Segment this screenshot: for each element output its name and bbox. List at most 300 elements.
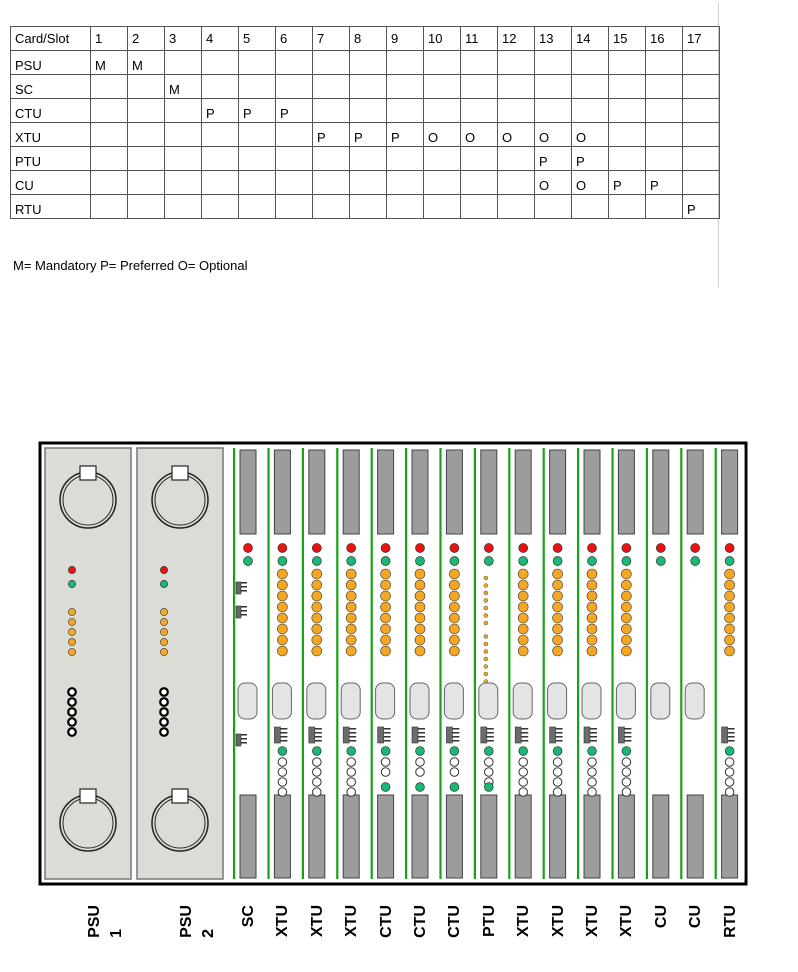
card-port-pin bbox=[349, 728, 356, 730]
slot-cell bbox=[202, 147, 239, 171]
card-led-white bbox=[313, 758, 322, 767]
card-led-amber bbox=[553, 646, 563, 656]
slot-cell: O bbox=[498, 123, 535, 147]
card-led-white bbox=[588, 788, 597, 797]
slot-cell bbox=[683, 123, 720, 147]
card-led-amber bbox=[346, 580, 356, 590]
card-label: CU bbox=[653, 905, 670, 929]
slot-cell bbox=[313, 147, 350, 171]
card-led-green bbox=[416, 557, 425, 566]
card-led-amber bbox=[518, 591, 528, 601]
card-handle bbox=[341, 683, 360, 719]
card-led-amber-small bbox=[484, 606, 488, 610]
slot-number-cell: 16 bbox=[646, 27, 683, 51]
card-rail bbox=[267, 448, 269, 879]
card-top-block bbox=[481, 450, 497, 534]
card-led-white bbox=[381, 758, 390, 767]
card-led-red bbox=[381, 544, 390, 553]
card-led-amber bbox=[621, 591, 631, 601]
slot-cell bbox=[683, 99, 720, 123]
slot-cell: M bbox=[165, 75, 202, 99]
card-led-green bbox=[622, 747, 631, 756]
card-led-amber bbox=[346, 591, 356, 601]
card-led-white bbox=[278, 768, 287, 777]
slot-cell bbox=[646, 99, 683, 123]
card-led-amber bbox=[553, 569, 563, 579]
table-header-row bbox=[11, 27, 720, 51]
card-led-amber bbox=[312, 580, 322, 590]
card-port-pin bbox=[556, 728, 563, 730]
card-label: SC bbox=[240, 905, 257, 928]
card-led-amber bbox=[621, 624, 631, 634]
card-led-amber bbox=[415, 580, 425, 590]
card-port bbox=[236, 734, 241, 746]
card-led-amber-small bbox=[484, 665, 488, 669]
slot-number-cell: 15 bbox=[609, 27, 646, 51]
slot-cell bbox=[239, 75, 276, 99]
slot-cell: P bbox=[239, 99, 276, 123]
card-led-red bbox=[450, 544, 459, 553]
card-led-amber bbox=[415, 613, 425, 623]
card-led-amber bbox=[449, 624, 459, 634]
slot-cell bbox=[91, 147, 128, 171]
card-led-green bbox=[416, 747, 425, 756]
slot-cell bbox=[387, 195, 424, 219]
card-led-white bbox=[450, 758, 459, 767]
card-led-red bbox=[416, 544, 425, 553]
slot-cell bbox=[683, 75, 720, 99]
card-led-amber-small bbox=[484, 642, 488, 646]
card-rail bbox=[336, 448, 338, 879]
card-led-amber bbox=[381, 613, 391, 623]
card-top-block bbox=[446, 450, 462, 534]
card-led-amber bbox=[553, 635, 563, 645]
card-bottom-block bbox=[618, 795, 634, 878]
card-led-white bbox=[313, 788, 322, 797]
card-bottom-block bbox=[446, 795, 462, 878]
card-bottom-block bbox=[378, 795, 394, 878]
card-type-cell: CU bbox=[11, 171, 91, 195]
card-led-green bbox=[484, 783, 493, 792]
card-led-amber bbox=[277, 602, 287, 612]
card-led-green bbox=[656, 557, 665, 566]
card-port-pin bbox=[280, 736, 287, 738]
slot-cell bbox=[313, 51, 350, 75]
slot-number-cell: 13 bbox=[535, 27, 572, 51]
table-row bbox=[11, 99, 720, 123]
card-led-amber bbox=[518, 580, 528, 590]
slot-cell: O bbox=[535, 171, 572, 195]
card-led-green bbox=[553, 557, 562, 566]
card-led-green bbox=[244, 557, 253, 566]
psu-led-amber bbox=[68, 628, 75, 635]
card-top-block bbox=[722, 450, 738, 534]
card-label: PSU 2 bbox=[178, 905, 217, 938]
slot-cell bbox=[387, 99, 424, 123]
card-port-pin bbox=[452, 740, 459, 742]
card-led-amber bbox=[415, 569, 425, 579]
card-led-white bbox=[450, 768, 459, 777]
card-label: PTU bbox=[481, 905, 498, 937]
card-port-pin bbox=[241, 742, 247, 744]
card-led-amber bbox=[725, 569, 735, 579]
card-rail bbox=[233, 448, 235, 879]
card-port bbox=[515, 727, 521, 743]
card-led-green bbox=[381, 557, 390, 566]
psu-connector-ring bbox=[68, 698, 76, 706]
card-led-amber bbox=[449, 602, 459, 612]
card-led-white bbox=[278, 788, 287, 797]
slot-cell bbox=[498, 75, 535, 99]
card-rail bbox=[543, 448, 545, 879]
slot-cell bbox=[572, 75, 609, 99]
card-port-pin bbox=[521, 732, 528, 734]
card-led-amber bbox=[415, 635, 425, 645]
card-type-cell: CTU bbox=[11, 99, 91, 123]
card-port bbox=[446, 727, 452, 743]
card-led-amber bbox=[449, 569, 459, 579]
card-port bbox=[236, 582, 241, 594]
slot-cell bbox=[572, 99, 609, 123]
card-led-amber bbox=[381, 569, 391, 579]
card-led-green bbox=[278, 747, 287, 756]
card-led-white bbox=[553, 768, 562, 777]
card-led-green bbox=[622, 557, 631, 566]
card-led-red bbox=[553, 544, 562, 553]
card-handle bbox=[238, 683, 257, 719]
slot-cell bbox=[646, 123, 683, 147]
card-led-amber bbox=[312, 646, 322, 656]
card-port-pin bbox=[487, 740, 494, 742]
card-led-amber-small bbox=[484, 591, 488, 595]
card-bottom-block bbox=[584, 795, 600, 878]
card-label: RTU bbox=[722, 905, 739, 938]
slot-cell: O bbox=[461, 123, 498, 147]
card-label: XTU bbox=[618, 905, 635, 937]
table-row bbox=[11, 195, 720, 219]
card-led-green bbox=[725, 557, 734, 566]
card-led-amber bbox=[312, 591, 322, 601]
card-top-block bbox=[274, 450, 290, 534]
card-port bbox=[236, 606, 241, 618]
slot-number-cell: 17 bbox=[683, 27, 720, 51]
card-led-amber bbox=[381, 591, 391, 601]
card-led-amber bbox=[381, 635, 391, 645]
card-led-amber bbox=[312, 635, 322, 645]
slot-cell bbox=[424, 99, 461, 123]
card-label: XTU bbox=[309, 905, 326, 937]
slot-number-cell: 10 bbox=[424, 27, 461, 51]
card-led-white bbox=[485, 758, 494, 767]
card-led-amber bbox=[346, 635, 356, 645]
card-led-amber bbox=[449, 635, 459, 645]
card-led-white bbox=[588, 758, 597, 767]
card-led-amber bbox=[277, 569, 287, 579]
slot-cell bbox=[424, 195, 461, 219]
slot-cell bbox=[165, 123, 202, 147]
slot-cell bbox=[276, 147, 313, 171]
slot-cell bbox=[128, 171, 165, 195]
slot-cell bbox=[461, 99, 498, 123]
slot-cell bbox=[128, 99, 165, 123]
slot-number-cell: 7 bbox=[313, 27, 350, 51]
psu-connector-ring bbox=[160, 708, 168, 716]
card-label: XTU bbox=[515, 905, 532, 937]
card-led-amber bbox=[587, 591, 597, 601]
card-led-amber-small bbox=[484, 672, 488, 676]
slot-cell bbox=[165, 171, 202, 195]
slot-cell bbox=[609, 99, 646, 123]
slot-cell bbox=[239, 51, 276, 75]
card-led-green bbox=[416, 783, 425, 792]
card-port bbox=[343, 727, 349, 743]
card-led-amber bbox=[518, 624, 528, 634]
card-type-cell: RTU bbox=[11, 195, 91, 219]
card-led-amber bbox=[518, 602, 528, 612]
card-led-amber bbox=[621, 580, 631, 590]
card-led-amber bbox=[621, 635, 631, 645]
card-led-amber bbox=[587, 602, 597, 612]
card-led-green bbox=[484, 747, 493, 756]
card-led-amber bbox=[621, 602, 631, 612]
table-row bbox=[11, 51, 720, 75]
card-port-pin bbox=[280, 728, 287, 730]
slot-cell bbox=[91, 171, 128, 195]
table-corner-cell: Card/Slot bbox=[11, 27, 91, 51]
card-port-pin bbox=[418, 728, 425, 730]
psu-connector-ring bbox=[68, 718, 76, 726]
slot-cell bbox=[609, 51, 646, 75]
slot-cell bbox=[350, 171, 387, 195]
psu-led-amber bbox=[68, 618, 75, 625]
slot-cell bbox=[461, 51, 498, 75]
card-led-amber bbox=[587, 580, 597, 590]
card-port-pin bbox=[624, 732, 631, 734]
slot-cell bbox=[313, 99, 350, 123]
slot-cell bbox=[387, 51, 424, 75]
card-port bbox=[378, 727, 384, 743]
card-port-pin bbox=[241, 582, 247, 584]
slot-cell bbox=[572, 51, 609, 75]
slot-cell: P bbox=[202, 99, 239, 123]
card-led-green bbox=[588, 747, 597, 756]
card-port-pin bbox=[241, 614, 247, 616]
card-led-green bbox=[347, 557, 356, 566]
card-led-amber bbox=[346, 624, 356, 634]
card-top-block bbox=[240, 450, 256, 534]
card-top-block bbox=[515, 450, 531, 534]
card-port-pin bbox=[280, 732, 287, 734]
slot-cell bbox=[350, 51, 387, 75]
card-handle bbox=[272, 683, 291, 719]
card-led-white bbox=[313, 778, 322, 787]
slot-cell: O bbox=[572, 123, 609, 147]
card-port-pin bbox=[384, 740, 391, 742]
slot-cell bbox=[498, 99, 535, 123]
card-port-pin bbox=[241, 606, 247, 608]
card-led-amber bbox=[725, 591, 735, 601]
card-led-white bbox=[588, 778, 597, 787]
card-port-pin bbox=[487, 732, 494, 734]
slot-number-cell: 12 bbox=[498, 27, 535, 51]
card-led-green bbox=[381, 747, 390, 756]
slot-number-cell: 1 bbox=[91, 27, 128, 51]
slot-cell bbox=[91, 123, 128, 147]
psu-latch bbox=[80, 466, 96, 480]
slot-cell: P bbox=[350, 123, 387, 147]
table-row bbox=[11, 123, 720, 147]
psu-led-amber bbox=[160, 618, 167, 625]
slot-cell bbox=[165, 195, 202, 219]
card-led-green bbox=[725, 747, 734, 756]
card-led-red bbox=[519, 544, 528, 553]
slot-cell: M bbox=[128, 51, 165, 75]
card-led-amber-small bbox=[484, 614, 488, 618]
psu-connector-ring bbox=[160, 698, 168, 706]
card-led-amber bbox=[277, 591, 287, 601]
slot-cell bbox=[239, 123, 276, 147]
card-led-green bbox=[450, 783, 459, 792]
card-led-green bbox=[450, 557, 459, 566]
card-bottom-block bbox=[274, 795, 290, 878]
card-led-white bbox=[725, 768, 734, 777]
card-port bbox=[584, 727, 590, 743]
card-port-pin bbox=[590, 732, 597, 734]
slot-cell bbox=[461, 75, 498, 99]
card-port-pin bbox=[241, 590, 247, 592]
card-led-amber bbox=[415, 591, 425, 601]
card-led-amber-small bbox=[484, 584, 488, 588]
psu-connector-ring bbox=[68, 728, 76, 736]
card-rail bbox=[611, 448, 613, 879]
card-led-amber bbox=[381, 646, 391, 656]
card-led-amber bbox=[312, 602, 322, 612]
card-bottom-block bbox=[515, 795, 531, 878]
psu-led-amber bbox=[160, 628, 167, 635]
card-led-amber bbox=[415, 624, 425, 634]
card-port bbox=[722, 727, 728, 743]
card-led-red bbox=[244, 544, 253, 553]
card-bottom-block bbox=[343, 795, 359, 878]
card-led-white bbox=[313, 768, 322, 777]
slot-cell bbox=[646, 51, 683, 75]
card-led-white bbox=[622, 768, 631, 777]
card-led-amber-small bbox=[484, 657, 488, 661]
card-led-amber bbox=[621, 646, 631, 656]
slot-cell bbox=[646, 75, 683, 99]
card-bottom-block bbox=[481, 795, 497, 878]
card-top-block bbox=[412, 450, 428, 534]
slot-cell bbox=[202, 171, 239, 195]
card-port-pin bbox=[384, 736, 391, 738]
card-port-pin bbox=[280, 740, 287, 742]
card-led-green bbox=[519, 557, 528, 566]
card-port-pin bbox=[624, 740, 631, 742]
psu-led-amber bbox=[160, 608, 167, 615]
psu-led-amber bbox=[68, 608, 75, 615]
slot-cell bbox=[165, 51, 202, 75]
card-led-white bbox=[347, 758, 356, 767]
card-led-amber bbox=[725, 635, 735, 645]
card-led-amber-small bbox=[484, 635, 488, 639]
card-led-amber bbox=[621, 569, 631, 579]
card-top-block bbox=[584, 450, 600, 534]
card-led-amber bbox=[415, 646, 425, 656]
card-led-green bbox=[691, 557, 700, 566]
card-port-pin bbox=[384, 732, 391, 734]
slot-cell bbox=[128, 75, 165, 99]
slot-cell bbox=[535, 75, 572, 99]
card-handle bbox=[307, 683, 326, 719]
card-rail bbox=[577, 448, 579, 879]
card-led-green bbox=[450, 747, 459, 756]
card-led-amber bbox=[277, 635, 287, 645]
card-led-white bbox=[519, 778, 528, 787]
slot-number-cell: 6 bbox=[276, 27, 313, 51]
card-led-amber bbox=[725, 613, 735, 623]
card-led-amber bbox=[381, 580, 391, 590]
card-port-pin bbox=[728, 728, 735, 730]
card-rail bbox=[439, 448, 441, 879]
card-port-pin bbox=[315, 736, 322, 738]
slot-cell bbox=[609, 123, 646, 147]
card-top-block bbox=[550, 450, 566, 534]
psu-led-amber bbox=[68, 648, 75, 655]
slot-cell bbox=[387, 75, 424, 99]
slot-cell bbox=[350, 147, 387, 171]
card-led-amber bbox=[312, 624, 322, 634]
card-type-cell: SC bbox=[11, 75, 91, 99]
slot-cell bbox=[683, 171, 720, 195]
card-led-amber bbox=[725, 624, 735, 634]
table-row bbox=[11, 171, 720, 195]
card-port-pin bbox=[556, 736, 563, 738]
card-led-amber bbox=[449, 613, 459, 623]
slot-number-cell: 14 bbox=[572, 27, 609, 51]
slot-number-cell: 11 bbox=[461, 27, 498, 51]
card-led-amber bbox=[518, 569, 528, 579]
card-led-amber bbox=[312, 569, 322, 579]
slot-cell bbox=[387, 147, 424, 171]
slot-cell bbox=[535, 51, 572, 75]
card-handle bbox=[410, 683, 429, 719]
card-label: CU bbox=[687, 905, 704, 929]
card-port-pin bbox=[728, 732, 735, 734]
card-led-amber bbox=[346, 569, 356, 579]
card-label: XTU bbox=[584, 905, 601, 937]
card-led-white bbox=[519, 768, 528, 777]
card-led-amber bbox=[518, 613, 528, 623]
slot-cell bbox=[424, 75, 461, 99]
card-led-white bbox=[347, 788, 356, 797]
card-led-amber-small bbox=[484, 650, 488, 654]
slot-cell: P bbox=[572, 147, 609, 171]
card-port-pin bbox=[728, 736, 735, 738]
card-led-white bbox=[519, 758, 528, 767]
slot-cell bbox=[424, 51, 461, 75]
slot-cell: P bbox=[683, 195, 720, 219]
card-port-pin bbox=[418, 740, 425, 742]
card-label: CTU bbox=[412, 905, 429, 938]
card-top-block bbox=[309, 450, 325, 534]
card-led-red bbox=[656, 544, 665, 553]
card-led-amber bbox=[553, 580, 563, 590]
card-led-amber bbox=[346, 602, 356, 612]
psu-led-amber bbox=[160, 648, 167, 655]
card-port-pin bbox=[624, 728, 631, 730]
card-name-row bbox=[0, 905, 798, 972]
slot-cell: O bbox=[424, 123, 461, 147]
